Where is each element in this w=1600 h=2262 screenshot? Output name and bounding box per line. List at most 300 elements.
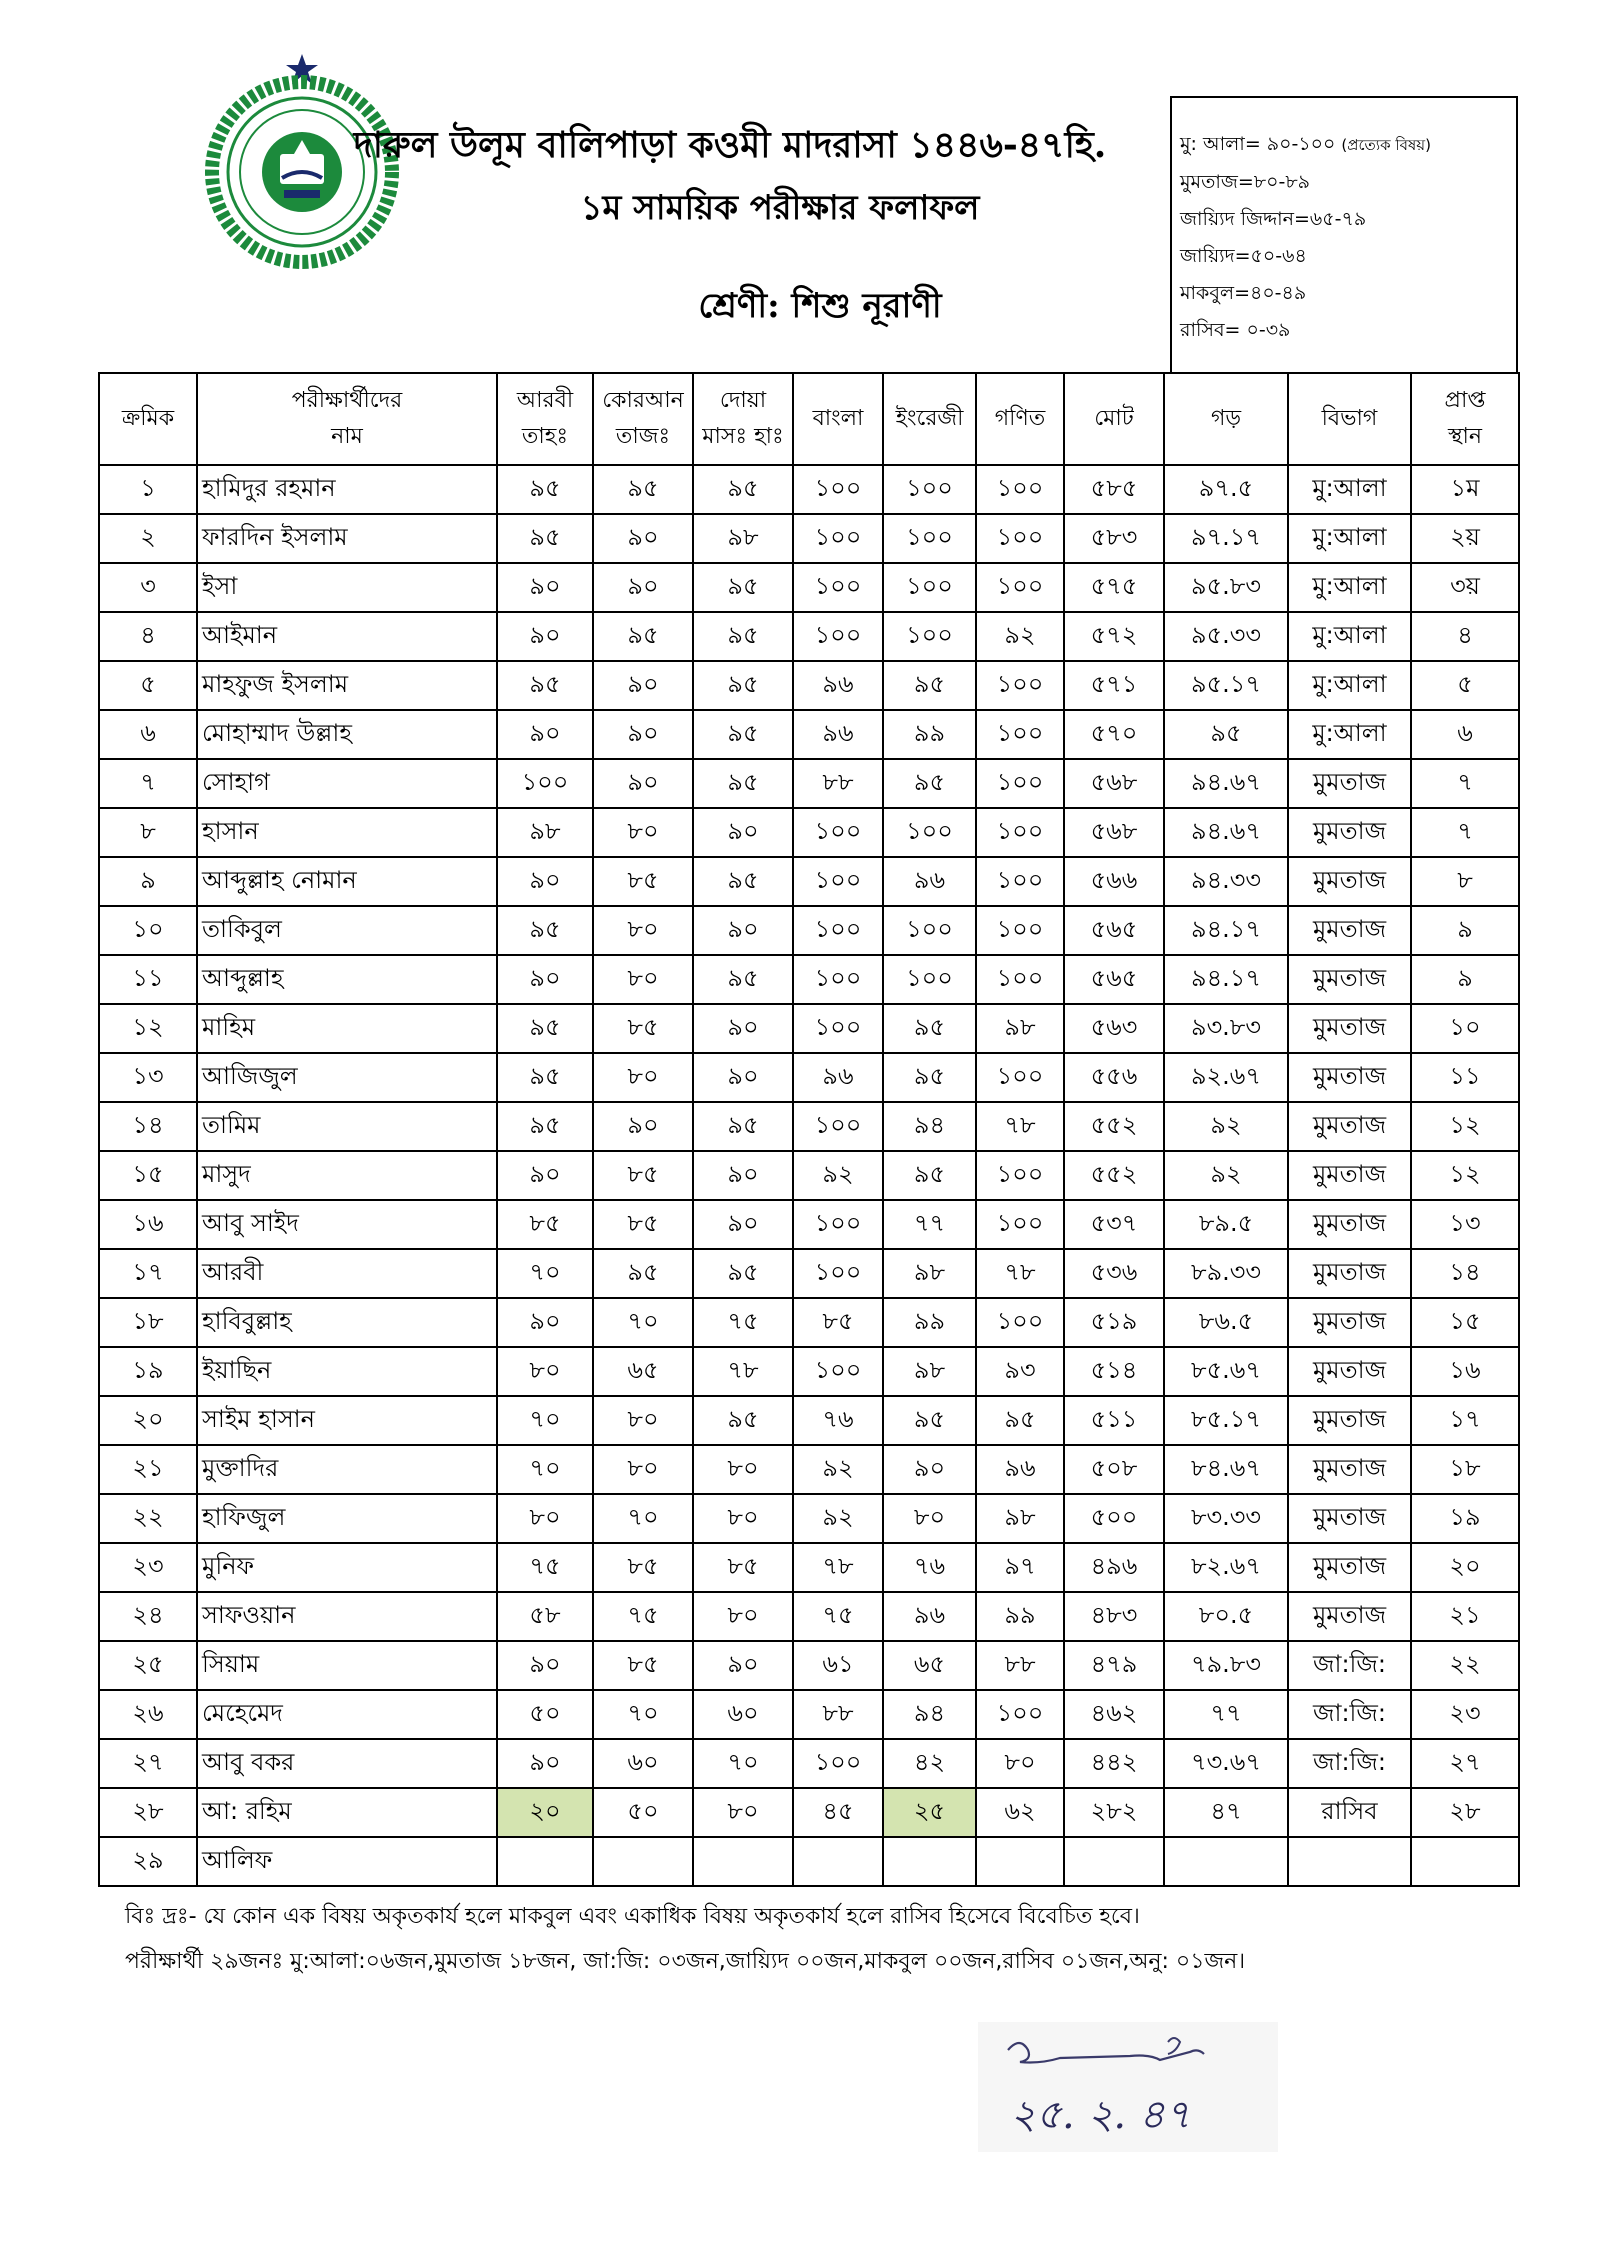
table-header-row bbox=[99, 373, 1519, 465]
cell-division: জা:জি: bbox=[1288, 1739, 1411, 1788]
cell-total: ৫৬৬ bbox=[1064, 857, 1164, 906]
header-name bbox=[197, 373, 497, 465]
cell-division: মুমতাজ bbox=[1288, 1494, 1411, 1543]
cell-serial: ২০ bbox=[99, 1396, 197, 1445]
table-row bbox=[99, 612, 1519, 661]
cell-english: ১০০ bbox=[883, 465, 976, 514]
cell-division: জা:জি: bbox=[1288, 1690, 1411, 1739]
cell-math: ১০০ bbox=[976, 1200, 1064, 1249]
cell-average: ৯৫ bbox=[1164, 710, 1288, 759]
cell-dua: ৯০ bbox=[693, 1004, 793, 1053]
cell-serial: ১৬ bbox=[99, 1200, 197, 1249]
cell-quran: ৮৫ bbox=[593, 1004, 693, 1053]
cell-serial: ৮ bbox=[99, 808, 197, 857]
cell-serial: ২৫ bbox=[99, 1641, 197, 1690]
cell-name: সোহাগ bbox=[197, 759, 497, 808]
table-row bbox=[99, 1298, 1519, 1347]
institution-title: দারুল উলূম বালিপাড়া কওমী মাদরাসা ১৪৪৬-৪৭হি. bbox=[353, 124, 1107, 166]
grade-line-jayyid-jiddan: জায়্যিদ জিদ্দান=৬৫-৭৯ bbox=[1180, 208, 1367, 230]
handwritten-signature-icon bbox=[978, 2022, 1278, 2152]
cell-average: ৮৫.৬৭ bbox=[1164, 1347, 1288, 1396]
cell-arabic: ৭০ bbox=[497, 1249, 593, 1298]
cell-english: ৯৫ bbox=[883, 1053, 976, 1102]
cell-name: সাফওয়ান bbox=[197, 1592, 497, 1641]
cell-average: ৯৪.৬৭ bbox=[1164, 808, 1288, 857]
header-dua bbox=[693, 373, 793, 465]
cell-division: মু:আলা bbox=[1288, 710, 1411, 759]
cell-name: মাহিম bbox=[197, 1004, 497, 1053]
table-row bbox=[99, 710, 1519, 759]
cell-math: ৬২ bbox=[976, 1788, 1064, 1837]
cell-arabic: ৯৫ bbox=[497, 906, 593, 955]
cell-name: মুক্তাদির bbox=[197, 1445, 497, 1494]
cell-bangla: ১০০ bbox=[793, 1004, 883, 1053]
cell-division: মু:আলা bbox=[1288, 514, 1411, 563]
cell-math: ১০০ bbox=[976, 759, 1064, 808]
cell-average: ৮৫.১৭ bbox=[1164, 1396, 1288, 1445]
cell-math: ১০০ bbox=[976, 1690, 1064, 1739]
cell-position: ১০ bbox=[1411, 1004, 1519, 1053]
cell-division: মুমতাজ bbox=[1288, 1592, 1411, 1641]
cell-name: ফারদিন ইসলাম bbox=[197, 514, 497, 563]
cell-english bbox=[883, 1837, 976, 1886]
cell-arabic: ৯৫ bbox=[497, 514, 593, 563]
cell-serial: ৩ bbox=[99, 563, 197, 612]
cell-average: ৭৩.৬৭ bbox=[1164, 1739, 1288, 1788]
cell-average: ৯৪.১৭ bbox=[1164, 955, 1288, 1004]
cell-position: ২১ bbox=[1411, 1592, 1519, 1641]
cell-quran: ৮৫ bbox=[593, 1200, 693, 1249]
cell-position: ১৯ bbox=[1411, 1494, 1519, 1543]
cell-division: মু:আলা bbox=[1288, 563, 1411, 612]
header-arabic-line2: তাহঃ bbox=[521, 424, 569, 449]
cell-serial: ১২ bbox=[99, 1004, 197, 1053]
cell-math: ৯৩ bbox=[976, 1347, 1064, 1396]
cell-quran: ৭০ bbox=[593, 1690, 693, 1739]
cell-average: ৯২ bbox=[1164, 1151, 1288, 1200]
cell-total: ৫৩৬ bbox=[1064, 1249, 1164, 1298]
cell-quran: ৯৫ bbox=[593, 612, 693, 661]
cell-bangla: ১০০ bbox=[793, 1739, 883, 1788]
cell-bangla: ১০০ bbox=[793, 1200, 883, 1249]
cell-arabic bbox=[497, 1837, 593, 1886]
cell-serial: ১৩ bbox=[99, 1053, 197, 1102]
cell-name: হাসান bbox=[197, 808, 497, 857]
table-row bbox=[99, 514, 1519, 563]
cell-position: ১ম bbox=[1411, 465, 1519, 514]
header-position bbox=[1411, 373, 1519, 465]
cell-arabic: ৫৮ bbox=[497, 1592, 593, 1641]
cell-total: ৫৭২ bbox=[1064, 612, 1164, 661]
cell-arabic: ৫০ bbox=[497, 1690, 593, 1739]
cell-total: ৪৯৬ bbox=[1064, 1543, 1164, 1592]
table-row bbox=[99, 1494, 1519, 1543]
cell-name: আব্দুল্লাহ bbox=[197, 955, 497, 1004]
header-division: বিভাগ bbox=[1288, 373, 1411, 465]
cell-total: ৫৫২ bbox=[1064, 1102, 1164, 1151]
cell-english: ৯৫ bbox=[883, 1004, 976, 1053]
cell-serial: ৯ bbox=[99, 857, 197, 906]
exam-title: ১ম সাময়িক পরীক্ষার ফলাফল bbox=[580, 188, 980, 228]
cell-arabic: ৮৫ bbox=[497, 1200, 593, 1249]
cell-bangla: ৮৮ bbox=[793, 759, 883, 808]
cell-name: ইয়াছিন bbox=[197, 1347, 497, 1396]
cell-quran: ৯৫ bbox=[593, 1249, 693, 1298]
cell-average: ৮৯.৫ bbox=[1164, 1200, 1288, 1249]
cell-total: ৪৬২ bbox=[1064, 1690, 1164, 1739]
cell-average: ৭৯.৮৩ bbox=[1164, 1641, 1288, 1690]
cell-dua: ৯০ bbox=[693, 1200, 793, 1249]
cell-arabic: ৭০ bbox=[497, 1396, 593, 1445]
cell-dua: ৯০ bbox=[693, 906, 793, 955]
cell-name: সিয়াম bbox=[197, 1641, 497, 1690]
cell-serial: ২৪ bbox=[99, 1592, 197, 1641]
cell-bangla: ১০০ bbox=[793, 955, 883, 1004]
cell-name: মেহেমেদ bbox=[197, 1690, 497, 1739]
cell-average: ৯২.৬৭ bbox=[1164, 1053, 1288, 1102]
cell-dua: ৭৫ bbox=[693, 1298, 793, 1347]
cell-english: ৭৬ bbox=[883, 1543, 976, 1592]
cell-total: ৫৬৮ bbox=[1064, 808, 1164, 857]
cell-serial: ১১ bbox=[99, 955, 197, 1004]
grading-legend bbox=[1170, 96, 1518, 372]
cell-position: ২২ bbox=[1411, 1641, 1519, 1690]
cell-quran: ৭০ bbox=[593, 1494, 693, 1543]
cell-dua: ৮০ bbox=[693, 1788, 793, 1837]
class-label: শ্রেণী: শিশু নূরাণী bbox=[698, 286, 942, 326]
table-row bbox=[99, 661, 1519, 710]
cell-dua: ৬০ bbox=[693, 1690, 793, 1739]
cell-bangla: ৯২ bbox=[793, 1151, 883, 1200]
cell-name: সাইম হাসান bbox=[197, 1396, 497, 1445]
cell-position: ৭ bbox=[1411, 759, 1519, 808]
cell-dua: ৯৫ bbox=[693, 1102, 793, 1151]
cell-position: ১৮ bbox=[1411, 1445, 1519, 1494]
cell-quran: ৯০ bbox=[593, 514, 693, 563]
table-row bbox=[99, 465, 1519, 514]
cell-name: আবু বকর bbox=[197, 1739, 497, 1788]
cell-math: ১০০ bbox=[976, 514, 1064, 563]
table-row bbox=[99, 1837, 1519, 1886]
cell-math: ১০০ bbox=[976, 710, 1064, 759]
cell-serial: ২২ bbox=[99, 1494, 197, 1543]
cell-english: ৯৮ bbox=[883, 1249, 976, 1298]
cell-math: ৭৮ bbox=[976, 1102, 1064, 1151]
table-row bbox=[99, 1445, 1519, 1494]
header-quran-line1: কোরআন bbox=[602, 388, 684, 413]
cell-quran: ৯০ bbox=[593, 759, 693, 808]
cell-position: ৫ bbox=[1411, 661, 1519, 710]
cell-english: ১০০ bbox=[883, 563, 976, 612]
cell-serial: ২৮ bbox=[99, 1788, 197, 1837]
cell-quran: ৮৫ bbox=[593, 1543, 693, 1592]
cell-average: ৯৫.৮৩ bbox=[1164, 563, 1288, 612]
cell-english: ১০০ bbox=[883, 955, 976, 1004]
cell-arabic: ৯০ bbox=[497, 1739, 593, 1788]
cell-dua: ৯০ bbox=[693, 1053, 793, 1102]
cell-math: ১০০ bbox=[976, 1298, 1064, 1347]
cell-english: ৯৮ bbox=[883, 1347, 976, 1396]
cell-quran: ৯৫ bbox=[593, 465, 693, 514]
cell-name: আ: রহিম bbox=[197, 1788, 497, 1837]
cell-bangla: ৮৮ bbox=[793, 1690, 883, 1739]
cell-division: মুমতাজ bbox=[1288, 1200, 1411, 1249]
cell-name: আজিজুল bbox=[197, 1053, 497, 1102]
table-row bbox=[99, 1200, 1519, 1249]
cell-bangla: ১০০ bbox=[793, 514, 883, 563]
grade-range: মু: আলা= ৯০-১০০ bbox=[1180, 133, 1336, 155]
cell-quran: ৮৫ bbox=[593, 1641, 693, 1690]
cell-average: ৮৬.৫ bbox=[1164, 1298, 1288, 1347]
cell-arabic: ৯০ bbox=[497, 1298, 593, 1347]
cell-arabic: ৭৫ bbox=[497, 1543, 593, 1592]
cell-arabic: ৯৫ bbox=[497, 661, 593, 710]
table-row bbox=[99, 563, 1519, 612]
cell-bangla bbox=[793, 1837, 883, 1886]
cell-total bbox=[1064, 1837, 1164, 1886]
cell-dua: ৯০ bbox=[693, 1641, 793, 1690]
cell-quran: ৭০ bbox=[593, 1298, 693, 1347]
grade-line-mumtaz-ala bbox=[1180, 126, 1516, 164]
header-serial: ক্রমিক bbox=[99, 373, 197, 465]
cell-position: ১৩ bbox=[1411, 1200, 1519, 1249]
cell-dua: ৭৮ bbox=[693, 1347, 793, 1396]
cell-dua: ৯৮ bbox=[693, 514, 793, 563]
cell-total: ৪৮৩ bbox=[1064, 1592, 1164, 1641]
cell-average: ৯৩.৮৩ bbox=[1164, 1004, 1288, 1053]
cell-arabic: ৯০ bbox=[497, 857, 593, 906]
cell-serial: ১ bbox=[99, 465, 197, 514]
cell-position: ১৬ bbox=[1411, 1347, 1519, 1396]
cell-english: ১০০ bbox=[883, 514, 976, 563]
cell-average: ৮২.৬৭ bbox=[1164, 1543, 1288, 1592]
cell-serial: ৫ bbox=[99, 661, 197, 710]
cell-name: তাকিবুল bbox=[197, 906, 497, 955]
cell-arabic: ৯০ bbox=[497, 955, 593, 1004]
cell-math: ১০০ bbox=[976, 1151, 1064, 1200]
cell-quran: ৮৫ bbox=[593, 1151, 693, 1200]
cell-bangla: ৯৬ bbox=[793, 661, 883, 710]
cell-bangla: ১০০ bbox=[793, 1347, 883, 1396]
cell-dua: ৮০ bbox=[693, 1494, 793, 1543]
cell-arabic: ৯০ bbox=[497, 1641, 593, 1690]
cell-english: ১০০ bbox=[883, 612, 976, 661]
cell-average: ৮৩.৩৩ bbox=[1164, 1494, 1288, 1543]
cell-bangla: ১০০ bbox=[793, 612, 883, 661]
cell-serial: ১৯ bbox=[99, 1347, 197, 1396]
table-row bbox=[99, 906, 1519, 955]
table-row bbox=[99, 1641, 1519, 1690]
cell-serial: ২ bbox=[99, 514, 197, 563]
cell-quran: ৮০ bbox=[593, 955, 693, 1004]
cell-bangla: ৭৮ bbox=[793, 1543, 883, 1592]
cell-average: ৮০.৫ bbox=[1164, 1592, 1288, 1641]
cell-division: মুমতাজ bbox=[1288, 1053, 1411, 1102]
cell-bangla: ১০০ bbox=[793, 808, 883, 857]
table-row bbox=[99, 808, 1519, 857]
grade-note: (প্রত্যেক বিষয়) bbox=[1341, 136, 1431, 154]
cell-dua: ৯৫ bbox=[693, 661, 793, 710]
cell-serial: ১০ bbox=[99, 906, 197, 955]
cell-position: ৪ bbox=[1411, 612, 1519, 661]
cell-arabic: ৯০ bbox=[497, 612, 593, 661]
cell-name: মোহাম্মাদ উল্লাহ bbox=[197, 710, 497, 759]
cell-math: ৯৭ bbox=[976, 1543, 1064, 1592]
results-table bbox=[98, 372, 1520, 1887]
header-arabic bbox=[497, 373, 593, 465]
cell-total: ৫১১ bbox=[1064, 1396, 1164, 1445]
cell-serial: ১৮ bbox=[99, 1298, 197, 1347]
cell-serial: ৪ bbox=[99, 612, 197, 661]
table-row bbox=[99, 955, 1519, 1004]
cell-total: ৫৩৭ bbox=[1064, 1200, 1164, 1249]
cell-arabic: ৮০ bbox=[497, 1347, 593, 1396]
table-row bbox=[99, 1739, 1519, 1788]
cell-total: ৫৬৩ bbox=[1064, 1004, 1164, 1053]
cell-math: ১০০ bbox=[976, 563, 1064, 612]
cell-average: ৯২ bbox=[1164, 1102, 1288, 1151]
header-dua-line1: দোয়া bbox=[719, 388, 767, 413]
cell-position: ৭ bbox=[1411, 808, 1519, 857]
table-row bbox=[99, 759, 1519, 808]
cell-division: মুমতাজ bbox=[1288, 808, 1411, 857]
cell-division: মুমতাজ bbox=[1288, 906, 1411, 955]
cell-math: ৮৮ bbox=[976, 1641, 1064, 1690]
cell-quran: ৮০ bbox=[593, 1053, 693, 1102]
cell-total: ৫৬৫ bbox=[1064, 906, 1164, 955]
cell-serial: ২৩ bbox=[99, 1543, 197, 1592]
cell-english: ৯৪ bbox=[883, 1102, 976, 1151]
cell-position: ১২ bbox=[1411, 1151, 1519, 1200]
cell-dua: ৯৫ bbox=[693, 1249, 793, 1298]
cell-position: ৯ bbox=[1411, 906, 1519, 955]
table-row bbox=[99, 1151, 1519, 1200]
cell-quran bbox=[593, 1837, 693, 1886]
cell-quran: ৯০ bbox=[593, 710, 693, 759]
cell-division: মুমতাজ bbox=[1288, 1249, 1411, 1298]
cell-arabic: ৯৫ bbox=[497, 1053, 593, 1102]
cell-name: হামিদুর রহমান bbox=[197, 465, 497, 514]
footnote-rule: বিঃ দ্রঃ- যে কোন এক বিষয় অকৃতকার্য হলে মাকবুল এবং একাধিক বিষয় অকৃতকার্য হলে রাসিব হিসেবে বিবেচিত হবে। bbox=[125, 1904, 1140, 1929]
cell-dua: ৯৫ bbox=[693, 465, 793, 514]
cell-arabic: ৮০ bbox=[497, 1494, 593, 1543]
grade-line-maqbul: মাকবুল=৪০-৪৯ bbox=[1180, 282, 1307, 304]
cell-name: মাহফুজ ইসলাম bbox=[197, 661, 497, 710]
cell-total: ৫৬৮ bbox=[1064, 759, 1164, 808]
cell-serial: ১৫ bbox=[99, 1151, 197, 1200]
cell-dua: ৯৫ bbox=[693, 857, 793, 906]
cell-math: ১০০ bbox=[976, 906, 1064, 955]
cell-quran: ৭৫ bbox=[593, 1592, 693, 1641]
header-average: গড় bbox=[1164, 373, 1288, 465]
cell-bangla: ৯২ bbox=[793, 1494, 883, 1543]
cell-bangla: ৬১ bbox=[793, 1641, 883, 1690]
table-row bbox=[99, 1690, 1519, 1739]
cell-average bbox=[1164, 1837, 1288, 1886]
cell-arabic: ৯০ bbox=[497, 710, 593, 759]
header-bangla: বাংলা bbox=[793, 373, 883, 465]
cell-total: ৫১৯ bbox=[1064, 1298, 1164, 1347]
table-row bbox=[99, 1592, 1519, 1641]
cell-average: ৯৭.১৭ bbox=[1164, 514, 1288, 563]
cell-dua: ৯০ bbox=[693, 808, 793, 857]
cell-math: ৯৫ bbox=[976, 1396, 1064, 1445]
header-name-line2: নাম bbox=[331, 424, 363, 449]
cell-position: ৬ bbox=[1411, 710, 1519, 759]
header-name-line1: পরীক্ষার্থীদের bbox=[291, 388, 403, 413]
cell-quran: ৮০ bbox=[593, 808, 693, 857]
cell-average: ৭৭ bbox=[1164, 1690, 1288, 1739]
cell-total: ৫০৮ bbox=[1064, 1445, 1164, 1494]
cell-position: ৮ bbox=[1411, 857, 1519, 906]
cell-total: ৫৭১ bbox=[1064, 661, 1164, 710]
cell-total: ৫০০ bbox=[1064, 1494, 1164, 1543]
table-row bbox=[99, 1396, 1519, 1445]
cell-division bbox=[1288, 1837, 1411, 1886]
signature-date: ২৫. ২. ৪৭ bbox=[1010, 2092, 1191, 2138]
cell-quran: ৮০ bbox=[593, 906, 693, 955]
cell-english: ১০০ bbox=[883, 808, 976, 857]
cell-position bbox=[1411, 1837, 1519, 1886]
cell-division: জা:জি: bbox=[1288, 1641, 1411, 1690]
cell-english: ৯৬ bbox=[883, 1592, 976, 1641]
header-position-line2: স্থান bbox=[1447, 424, 1483, 449]
cell-dua: ৯৫ bbox=[693, 563, 793, 612]
cell-average: ৯৫.১৭ bbox=[1164, 661, 1288, 710]
cell-total: ৫৫২ bbox=[1064, 1151, 1164, 1200]
cell-english: ৯৫ bbox=[883, 759, 976, 808]
header-arabic-line1: আরবী bbox=[516, 388, 574, 413]
cell-name: হাফিজুল bbox=[197, 1494, 497, 1543]
cell-arabic: ৯৫ bbox=[497, 1004, 593, 1053]
cell-total: ২৮২ bbox=[1064, 1788, 1164, 1837]
cell-dua: ৯৫ bbox=[693, 612, 793, 661]
cell-english: ৯৪ bbox=[883, 1690, 976, 1739]
header-dua-line2: মাসঃ হাঃ bbox=[702, 424, 784, 449]
cell-dua: ৭০ bbox=[693, 1739, 793, 1788]
cell-name: তামিম bbox=[197, 1102, 497, 1151]
results-body bbox=[99, 465, 1519, 1886]
table-row bbox=[99, 1004, 1519, 1053]
cell-arabic: ২০ bbox=[497, 1788, 593, 1837]
cell-division: মুমতাজ bbox=[1288, 955, 1411, 1004]
cell-math: ৭৮ bbox=[976, 1249, 1064, 1298]
cell-quran: ৯০ bbox=[593, 661, 693, 710]
cell-name: আরবী bbox=[197, 1249, 497, 1298]
cell-serial: ১৪ bbox=[99, 1102, 197, 1151]
cell-position: ১২ bbox=[1411, 1102, 1519, 1151]
cell-division: মুমতাজ bbox=[1288, 1445, 1411, 1494]
header-quran bbox=[593, 373, 693, 465]
cell-quran: ৮০ bbox=[593, 1445, 693, 1494]
cell-math: ৯৯ bbox=[976, 1592, 1064, 1641]
header-english: ইংরেজী bbox=[883, 373, 976, 465]
cell-name: আলিফ bbox=[197, 1837, 497, 1886]
cell-position: ৩য় bbox=[1411, 563, 1519, 612]
cell-math: ১০০ bbox=[976, 955, 1064, 1004]
cell-serial: ২১ bbox=[99, 1445, 197, 1494]
cell-name: ইসা bbox=[197, 563, 497, 612]
cell-english: ৪২ bbox=[883, 1739, 976, 1788]
cell-division: মুমতাজ bbox=[1288, 1298, 1411, 1347]
cell-bangla: ৮৫ bbox=[793, 1298, 883, 1347]
cell-name: মাসুদ bbox=[197, 1151, 497, 1200]
cell-math: ১০০ bbox=[976, 1053, 1064, 1102]
cell-serial: ২৯ bbox=[99, 1837, 197, 1886]
cell-bangla: ১০০ bbox=[793, 465, 883, 514]
grade-line-jayyid: জায়্যিদ=৫০-৬৪ bbox=[1180, 245, 1307, 267]
cell-position: ২০ bbox=[1411, 1543, 1519, 1592]
